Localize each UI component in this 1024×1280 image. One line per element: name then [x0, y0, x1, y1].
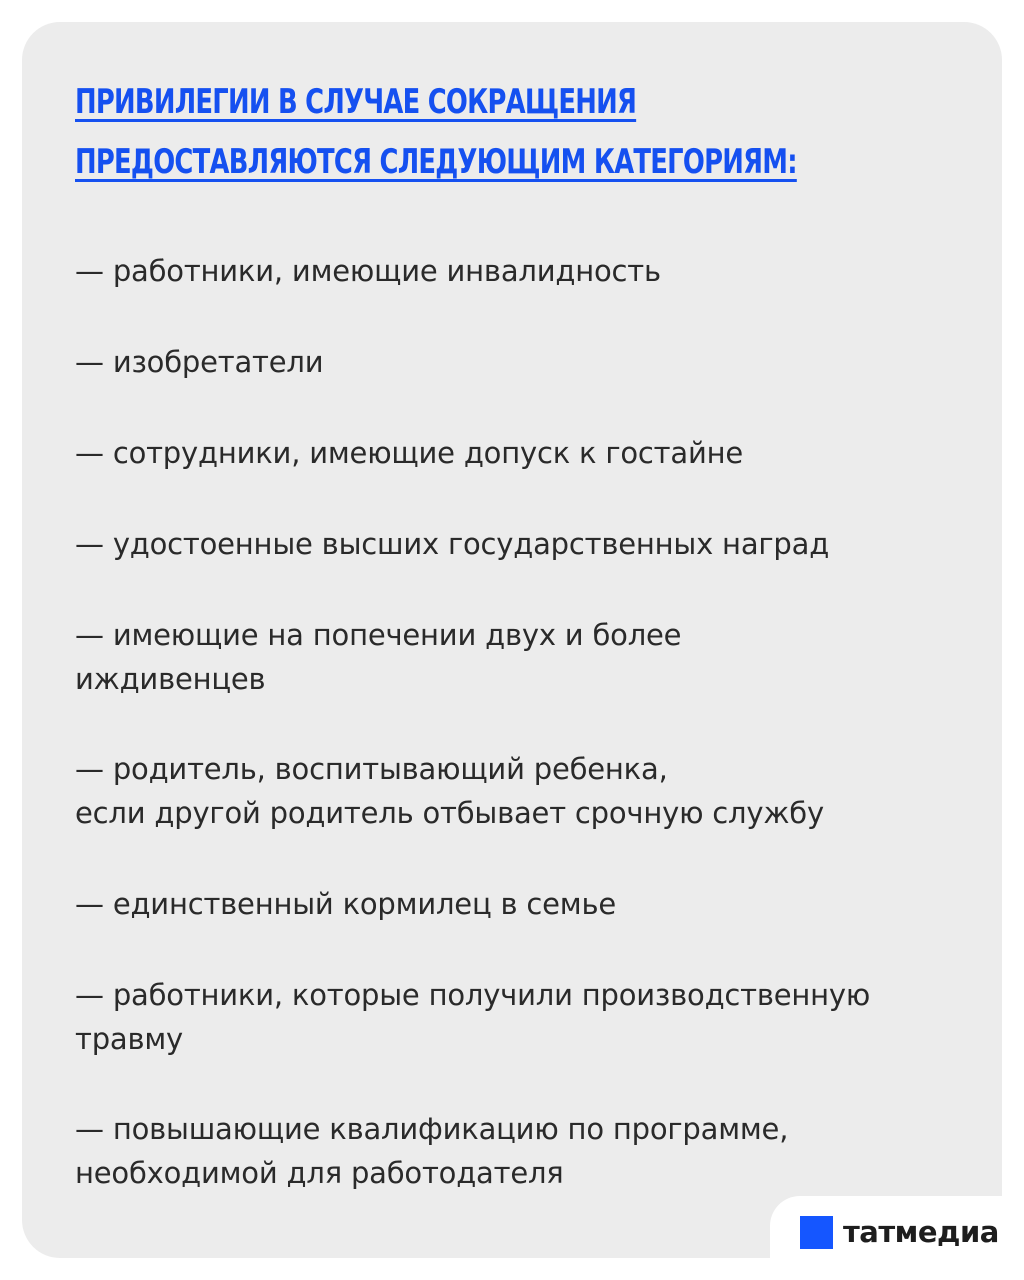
- list-item-line: если другой родитель отбывает срочную службу: [75, 796, 824, 830]
- list-item-line: травму: [75, 1022, 184, 1056]
- list-item: [75, 431, 975, 475]
- list-item-line: иждивенцев: [75, 662, 266, 696]
- list-item: [75, 613, 975, 701]
- list-item-line: — единственный кормилец в семье: [75, 887, 617, 921]
- brand-logo: [800, 1214, 999, 1250]
- list-item: [75, 522, 975, 566]
- list-item-line: необходимой для работодателя: [75, 1156, 564, 1190]
- list-item: [75, 249, 975, 293]
- list-item-line: — сотрудники, имеющие допуск к гостайне: [75, 436, 743, 470]
- page-title: [75, 72, 797, 192]
- list-item: [75, 973, 975, 1061]
- list-item: [75, 882, 975, 926]
- title-line-2: ПРЕДОСТАВЛЯЮТСЯ СЛЕДУЮЩИМ КАТЕГОРИЯМ:: [75, 142, 797, 182]
- list-item: [75, 747, 975, 835]
- list-item-line: — удостоенные высших государственных наград: [75, 527, 830, 561]
- list-item-line: — изобретатели: [75, 345, 324, 379]
- list-item-line: — повышающие квалификацию по программе,: [75, 1112, 789, 1146]
- title-line-1: ПРИВИЛЕГИИ В СЛУЧАЕ СОКРАЩЕНИЯ: [75, 82, 637, 122]
- brand-name: татмедиа: [843, 1215, 999, 1249]
- list-item-line: — родитель, воспитывающий ребенка,: [75, 752, 668, 786]
- list-item-line: — работники, которые получили производственную: [75, 978, 871, 1012]
- blue-square-logo-icon: [800, 1216, 833, 1249]
- list-item-line: — работники, имеющие инвалидность: [75, 254, 661, 288]
- list-item: [75, 340, 975, 384]
- list-item: [75, 1107, 975, 1195]
- list-item-line: — имеющие на попечении двух и более: [75, 618, 682, 652]
